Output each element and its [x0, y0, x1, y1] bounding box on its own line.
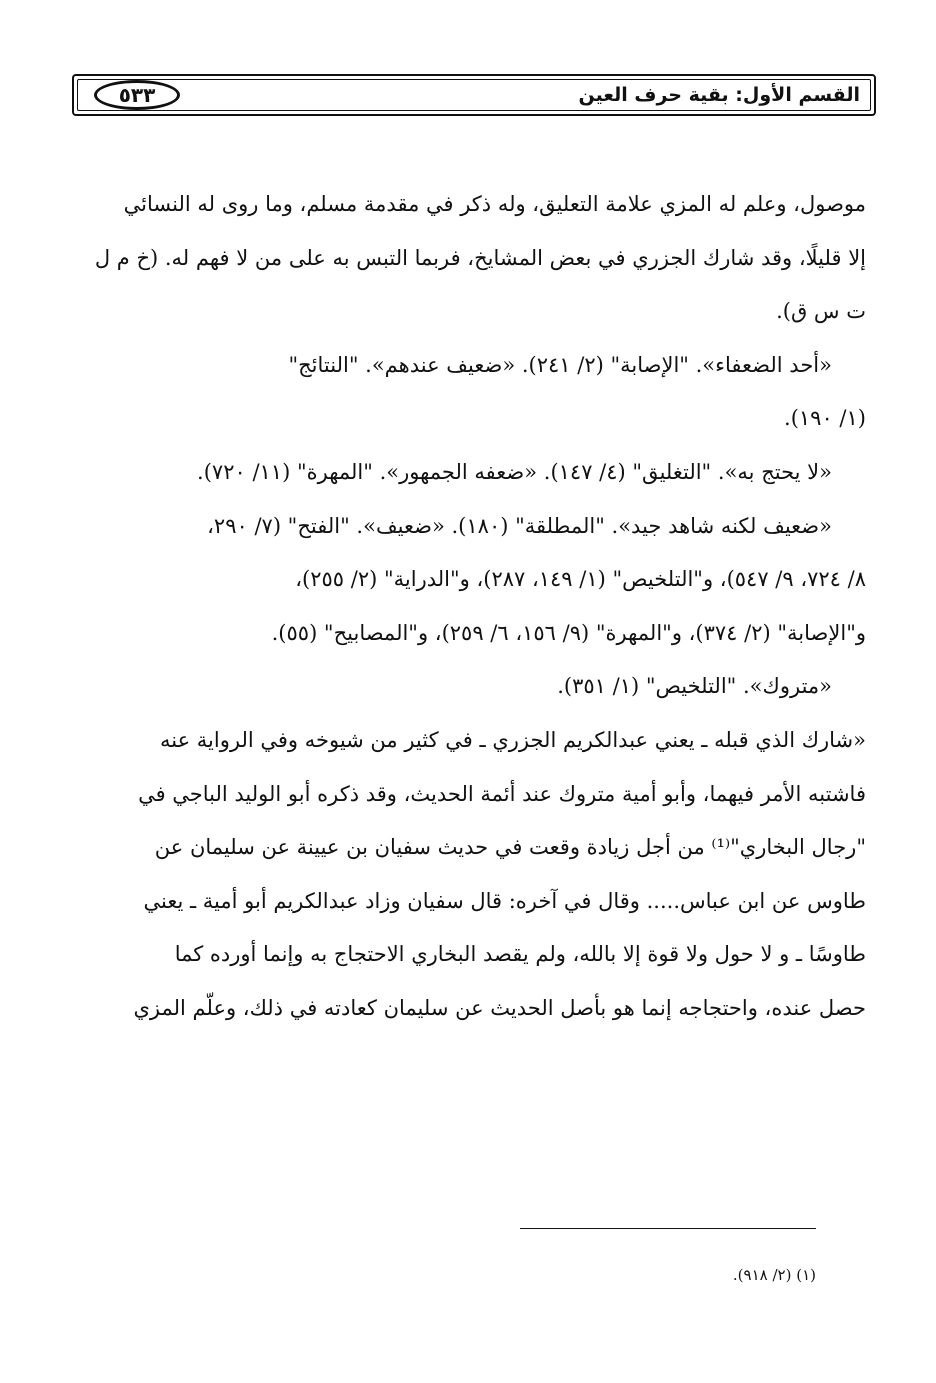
text-line: طاوس عن ابن عباس..... وقال في آخره: قال سفيان وزاد عبدالكريم أبو أمية ـ يعني	[143, 888, 866, 913]
paragraph-1	[60, 178, 866, 339]
text-line: إلا قليلًا، وقد شارك الجزري في بعض المشايخ، فربما التبس به على من لا فهم له. (خ م ل	[94, 245, 866, 270]
header-title: القسم الأول: بقية حرف العين	[578, 84, 860, 106]
paragraph-5	[60, 660, 866, 714]
paragraph-6	[60, 714, 866, 1036]
text-line: طاوسًا ـ و لا حول ولا قوة إلا بالله، ولم يقصد البخاري الاحتجاج به وإنما أورده كما	[174, 942, 866, 967]
footnote-divider	[520, 1228, 816, 1229]
paragraph-2	[60, 339, 866, 446]
body-text	[60, 178, 866, 1036]
footnote: (١) (٢/ ٩١٨).	[732, 1266, 816, 1284]
running-header	[72, 74, 876, 116]
text-line: «متروك». "التلخيص" (١/ ٣٥١).	[557, 674, 832, 699]
text-line: «ضعيف لكنه شاهد جيد». "المطلقة" (١٨٠). «ضعيف». "الفتح" (٧/ ٢٩٠،	[207, 513, 832, 538]
text-line: "رجال البخاري"⁽¹⁾ من أجل زيادة وقعت في حديث سفيان بن عيينة عن سليمان عن	[154, 835, 866, 860]
text-line: حصل عنده، واحتجاجه إنما هو بأصل الحديث عن سليمان كعادته في ذلك، وعلّم المزي	[133, 995, 866, 1020]
text-line: (١/ ١٩٠).	[784, 406, 866, 431]
text-line: ت س ق).	[776, 299, 866, 324]
text-line: و"الإصابة" (٢/ ٣٧٤)، و"المهرة" (٩/ ١٥٦، ٦/ ٢٥٩)، و"المصابيح" (٥٥).	[271, 620, 866, 645]
text-line: «لا يحتج به». "التغليق" (٤/ ١٤٧). «ضعفه الجمهور». "المهرة" (١١/ ٧٢٠).	[197, 459, 832, 484]
text-line: «شارك الذي قبله ـ يعني عبدالكريم الجزري ـ في كثير من شيوخه وفي الرواية عنه	[160, 727, 866, 752]
text-line: ٨/ ٧٢٤، ٩/ ٥٤٧)، و"التلخيص" (١/ ١٤٩، ٢٨٧)، و"الدراية" (٢/ ٢٥٥)،	[295, 567, 866, 592]
paragraph-3	[60, 446, 866, 500]
text-line: فاشتبه الأمر فيهما، وأبو أمية متروك عند أئمة الحديث، وقد ذكره أبو الوليد الباجي في	[138, 781, 866, 806]
text-line: «أحد الضعفاء». "الإصابة" (٢/ ٢٤١). «ضعيف عندهم». "النتائج"	[288, 352, 832, 377]
paragraph-4	[60, 500, 866, 661]
text-line: موصول، وعلم له المزي علامة التعليق، وله ذكر في مقدمة مسلم، وما روى له النسائي	[123, 192, 866, 216]
page-number: ٥٣٣	[94, 80, 180, 110]
